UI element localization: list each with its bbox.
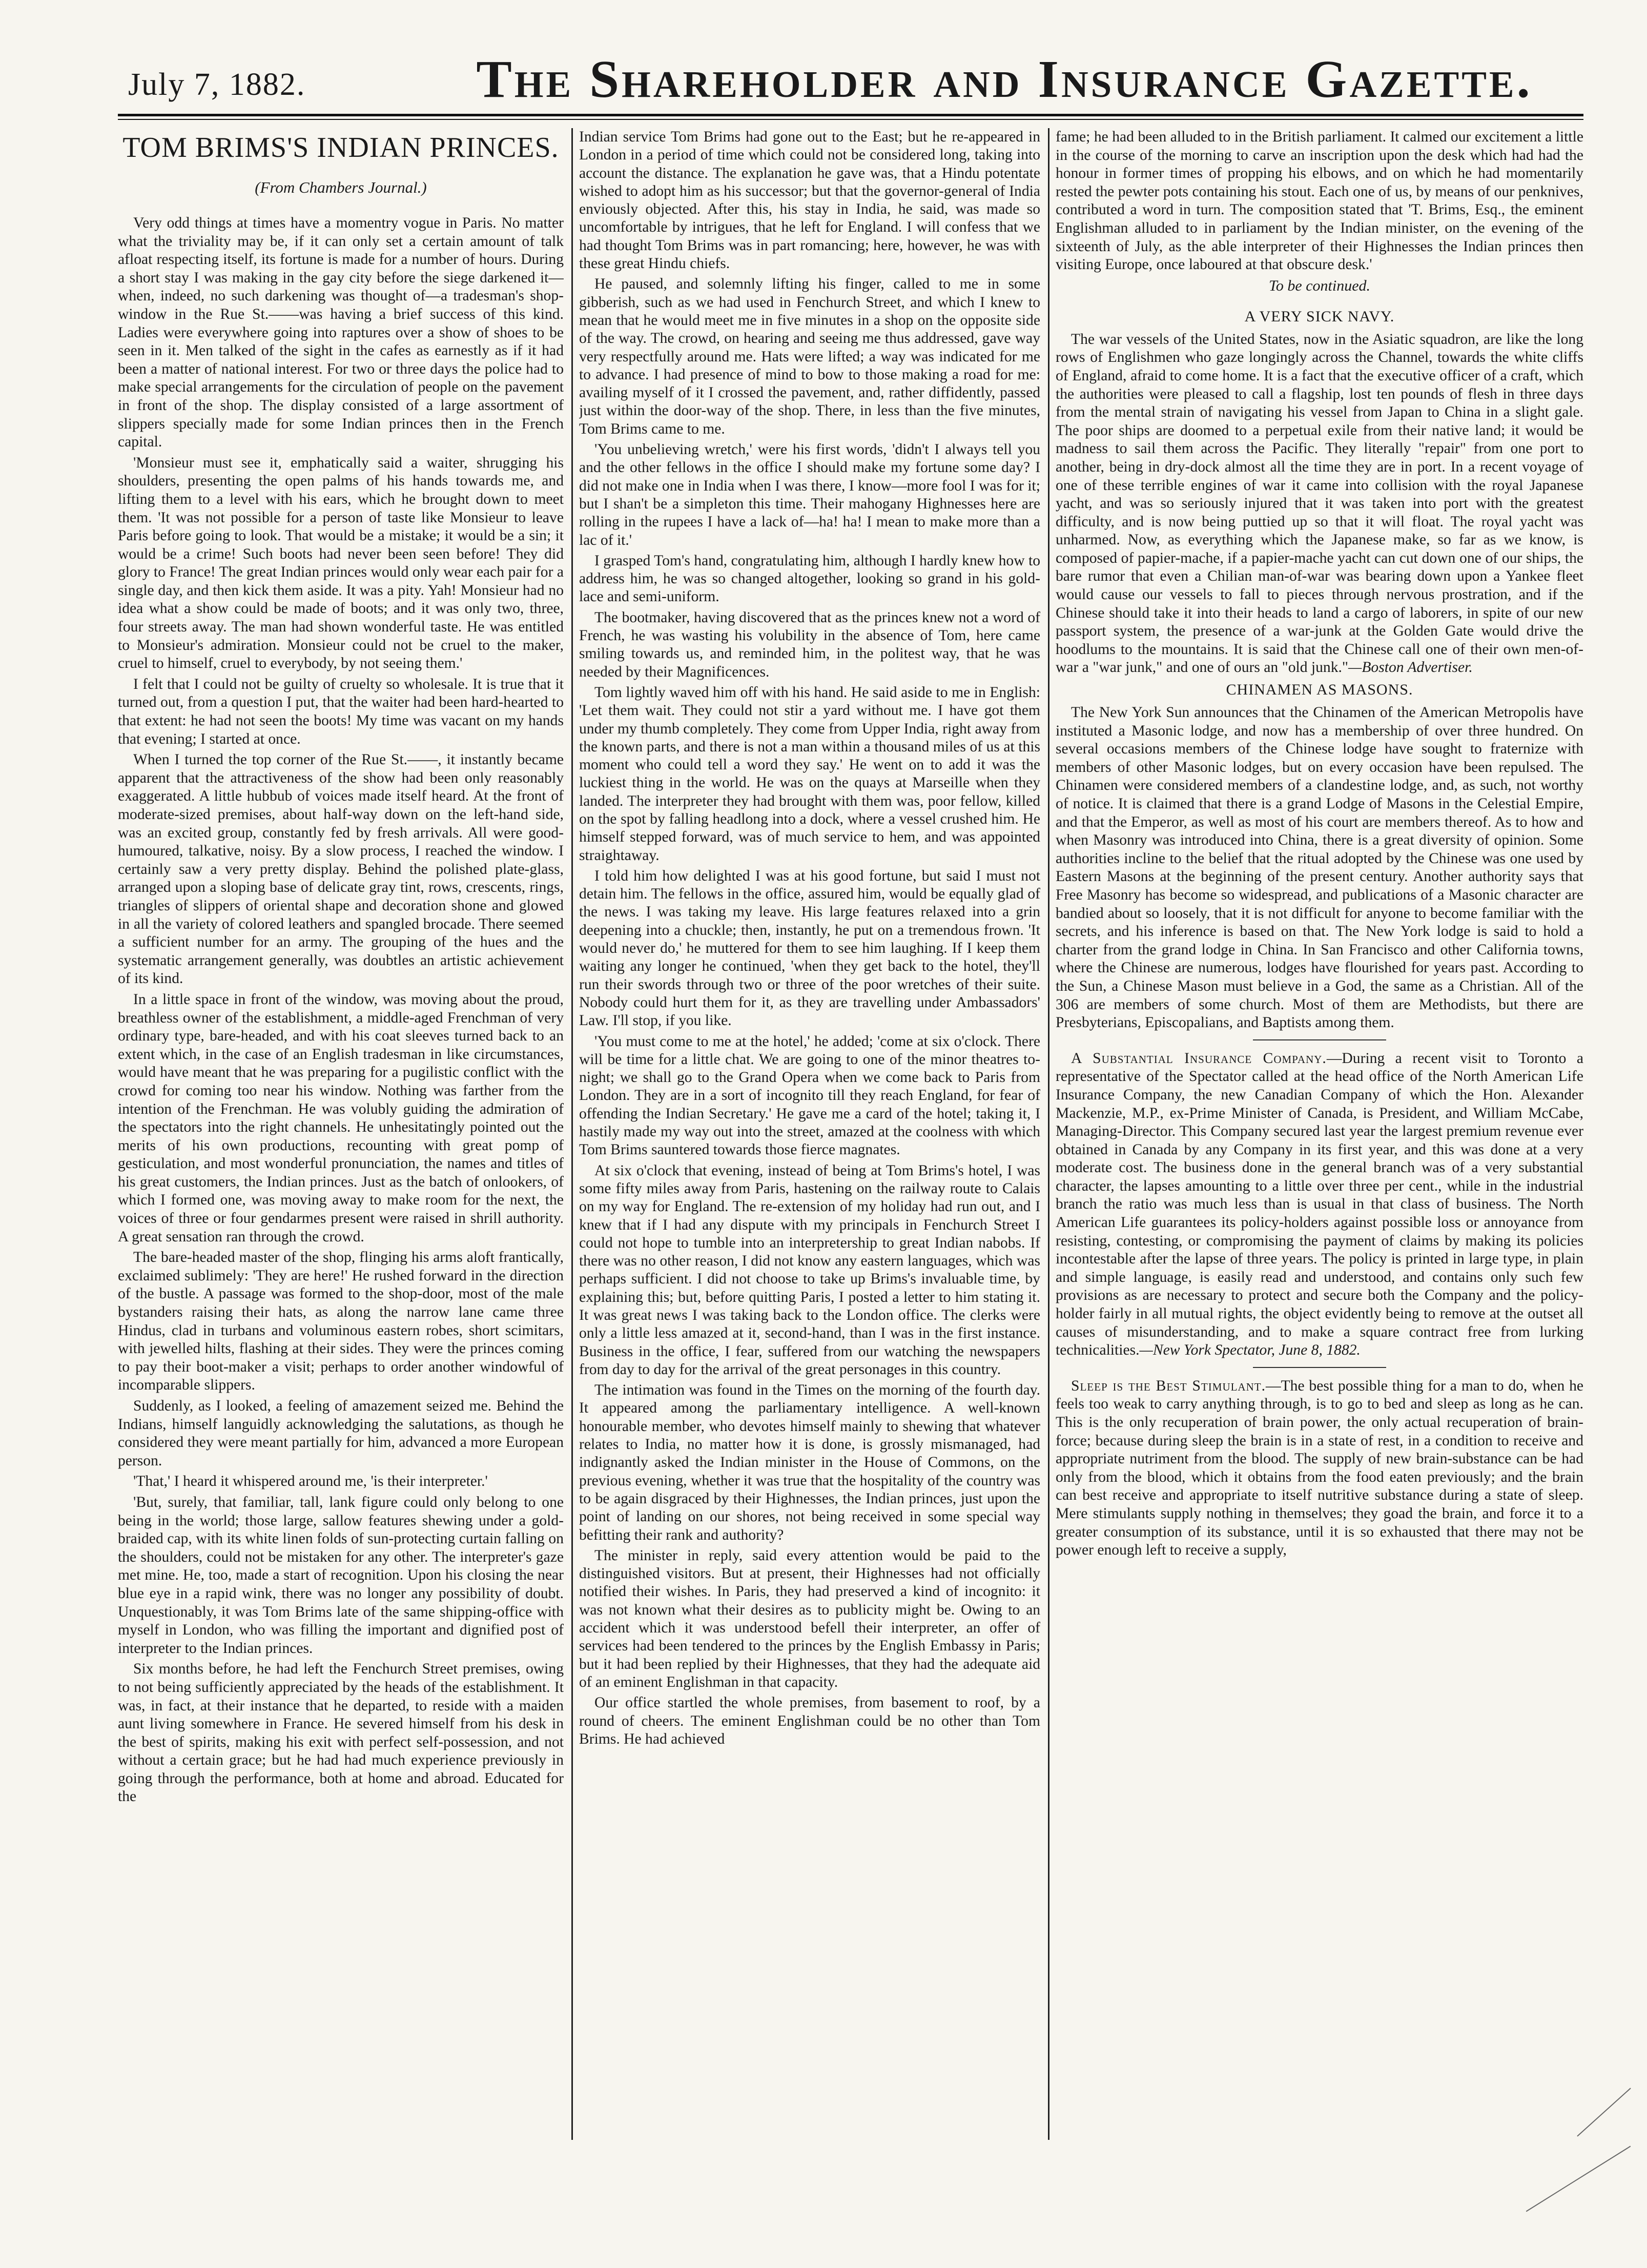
paragraph: [1056, 331, 1583, 677]
page-edge-mark: [1577, 2088, 1631, 2136]
article-body: [1056, 704, 1583, 1032]
article-body-continued: [579, 128, 1040, 1748]
masthead-rule-thin: [118, 119, 1583, 120]
column-2: [579, 128, 1040, 2140]
article-source: —Boston Advertiser.: [1348, 659, 1473, 676]
article-title: A VERY SICK NAVY.: [1244, 308, 1395, 325]
paragraph: When I turned the top corner of the Rue St.——, it instantly became apparent that the attractiveness of the show had been only reasonably exaggerated. A little hubbub of voices made itself heard. At the front of moderate-sized premises, about half-way down on the left-hand side, was an excited group, constantly fed by fresh arrivals. All were good-humoured, talkative, noisy. By a slow process, I reached the window. I certainly saw a very pretty display. Behind the polished plate-glass, arranged upon a sloping base of delicate gray tint, rows, crescents, rings, triangles of slippers of oriental shape and decoration shone and glowed in all the variety of colored leathers and spangled brocade. There seemed a sufficient number for an army. The grouping of the hues and the systematic arrangement generally, was doubtles an artistic achievement of its kind.: [118, 751, 564, 987]
paragraph: 'You unbelieving wretch,' were his first words, 'didn't I always tell you and the other fellows in the office I should make my fortune some day? I did not make one in India when I was there, I know—more fool I was for it; but I shan't be a simpleton this time. Their mahogany Highnesses here are rolling in the rupees I have a lack of—ha! ha! I mean to make more than a lac of it.': [579, 441, 1040, 548]
to-be-continued: To be continued.: [1268, 277, 1371, 294]
article-body: [1056, 1377, 1583, 1560]
paragraph: Tom lightly waved him off with his hand. He said aside to me in English: 'Let them wait. They could not stir a yard without me. I have got them under my thumb completely. They come from Upper India, right away from the known parts, and there is not a man within a thousand miles of us at this moment who could tell a word they say.' He went on to add it was the luckiest thing in the world. He was on the quays at Marseille when they landed. The interpreter they had brought with them was, poor fellow, killed on the spot by falling headlong into a dock, where a vessel crushed him. He himself stepped forward, was of much service to hem, and was appointed straightaway.: [579, 684, 1040, 864]
column-divider: [571, 128, 573, 2140]
article-body: [1056, 331, 1583, 677]
article-text: —During a recent visit to Toronto a representative of the Spectator called at the head office of the North American Life Insurance Company, the new Canadian Company of which the Hon. Alexander Mackenzie, M.P., ex-Prime Minister of Canada, is President, and William McCabe, Managing-Director. This Company secured last year the largest premium revenue ever obtained in Canada by any Company in its first year, and this was done at a very moderate cost. The business done in the general branch was of a very substantial character, the lapses amounting to a little over three per cent., while in the industrial branch the ratio was much less than is usual in that class of business. The North American Life guarantees its policy-holders against possible loss or annoyance from resisting, contesting, or compromising the payment of claims by making its policies incontestable after the lapse of three years. The policy is printed in large type, in plain and simple language, is easily read and understood, and contains only such few provisions as are necessary to protect and secure both the Company and the policy-holder fairly in all mutual rights, the object evidently being to remove at the outset all causes of misunderstanding, and to make a square contract free from lurking technicalities.: [1056, 1050, 1583, 1359]
column-3: [1056, 128, 1583, 2140]
paragraph: 'That,' I heard it whispered around me, 'is their interpreter.': [133, 1473, 488, 1490]
section-divider: [1253, 1367, 1386, 1368]
column-divider: [1048, 128, 1049, 2140]
paragraph: Very odd things at times have a momentry vogue in Paris. No matter what the triviality may be, if it can only set a certain amount of talk afloat respecting itself, its fortune is made for a number of hours. During a short stay I was making in the gay city before the siege darkened it—when, indeed, no such darkening was thought of—a tradesman's shop-window in the Rue St.——was having a brief success of this kind. Ladies were everywhere going into raptures over a show of shoes to be seen in it. Men talked of the sight in the cafes as earnestly as if it had been a matter of national interest. For two or three days the police had to make special arrangements for the circulation of people on the pavement in front of the shop. The display consisted of a large assortment of slippers specially made for some Indian princes then in the French capital.: [118, 215, 564, 451]
article-source: —New York Spectator, June 8, 1882.: [1139, 1342, 1361, 1359]
page-edge-mark: [1526, 2146, 1631, 2212]
paragraph: 'You must come to me at the hotel,' he added; 'come at six o'clock. There will be time for a little chat. We are going to one of the minor theatres to-night; we shall go to the Grand Opera when we come back to Paris from London. They are in a sort of incognito till they reach England, for fear of offending the Indian Secretary.' He gave me a card of the hotel; taking it, I hastily made my way out into the street, amazed at the coolness with which Tom Brims sauntered towards those fierce magnates.: [579, 1033, 1040, 1158]
masthead-rule: [118, 114, 1583, 116]
masthead: [118, 49, 1583, 110]
article-body: [118, 214, 564, 1806]
article-body: [1056, 1050, 1583, 1360]
paragraph: The intimation was found in the Times on the morning of the fourth day. It appeared among the parliamentary intelligence. A well-known honourable member, who devotes himself mainly to shewing that whatever relates to India, no matter how it is done, is grossly mismanaged, had indignantly asked the Indian minister in the House of Commons, on the previous evening, whether it was true that the hospitality of the country was to be again disgraced by their Highnesses, the Indian princes, just upon the point of landing on our shores, not being received in some special way befitting their rank and authority?: [579, 1382, 1040, 1543]
paragraph: [1056, 1050, 1583, 1360]
section-divider: [1253, 1039, 1386, 1040]
article-source: (From Chambers Journal.): [255, 178, 427, 196]
paragraph: At six o'clock that evening, instead of being at Tom Brims's hotel, I was some fifty miles away from Paris, hastening on the railway route to Calais on my way for England. The re-extension of my holiday had run out, and I knew that if I had any dispute with my principals in Fenchurch Street I could not hope to tumble into an interpretership to great Indian nabobs. If there was no other reason, I did not know any eastern languages, which was perhaps sufficient. I did not choose to take up Brims's invaluable time, by explaining this; but, before quitting Paris, I posted a letter to him stating it. It was great news I was taking back to the London office. The clerks were only a little less amazed at it, second-hand, than I was in the first instance. Business in the office, I fear, suffered from our watching the newspapers from day to day for the arrival of the great personages in this country.: [579, 1162, 1040, 1378]
paragraph: [1056, 1377, 1583, 1560]
issue-date: July 7, 1882.: [128, 67, 306, 102]
article-text: —The best possible thing for a man to do, when he feels too weak to carry anything through, is to go to bed and sleep as long as he can. This is the only recuperation of brain power, the only actual recuperation of brain-force; because during sleep the brain is in a state of rest, in a condition to receive and appropriate nutriment from the blood. The supply of new brain-substance can be had only from the blood, which it obtains from the food eaten previously; and the brain can best receive and appropriate to itself nutritive substance during a state of sleep. Mere stimulants supply nothing in themselves; they goad the brain, and force it to a greater consumption of its substance, until it is so exhausted that there may not be power enough left to receive a supply,: [1056, 1377, 1583, 1559]
paragraph: The New York Sun announces that the Chinamen of the American Metropolis have instituted a Masonic lodge, and now has a membership of over three hundred. On several occasions members of the Chinese lodge have sought to fraternize with members of other Masonic lodges, but on every occasion have been repulsed. The Chinamen were considered members of a clandestine lodge, and, as such, not worthy of notice. It is claimed that there is a grand Lodge of Masons in the Celestial Empire, and that the Emperor, as well as most of his court are members thereof. As to how and when Masonry was introduced into China, there is a great diversity of opinion. Some authorities incline to the belief that the ritual adopted by the Chinese was one used by Eastern Masons at the beginning of the present century. Another authority says that Free Masonry has become so widespread, and publications of a Masonic character are bandied about so loosely, that it is not difficult for anyone to become familiar with the secrets, and his inference is based on that. The New York lodge is said to hold a charter from the grand lodge in China. In San Francisco and other California towns, where the Chinese are numerous, lodges have flourished for years past. According to the Sun, a Chinese Mason must believe in a God, the same as a Christian. All of the 306 are members of some church. Most of them are Methodists, but there are Presbyterians, Episcopalians, and Baptists among them.: [1056, 704, 1583, 1031]
paragraph: The bare-headed master of the shop, flinging his arms aloft frantically, exclaimed sublimely: 'They are here!' He rushed forward in the direction of the bustle. A passage was formed to the shop-door, most of the male bystanders raising their hats, as along the narrow lane came three Hindus, clad in turbans and voluminous eastern robes, short scimitars, with jewelled hilts, flashing at their sides. They were the princes coming to pay their boot-maker a visit; perhaps to order another windowful of incomparable slippers.: [118, 1249, 564, 1394]
paragraph: I felt that I could not be guilty of cruelty so wholesale. It is true that it turned out, from a question I put, that the waiter had been hard-hearted to that extent: he had not seen the boots! My time was vacant on my hands that evening; I started at once.: [118, 676, 564, 747]
article-title: TOM BRIMS'S INDIAN PRINCES.: [122, 132, 559, 164]
article-lead: Sleep is the Best Stimulant.: [1071, 1377, 1266, 1394]
article-title: CHINAMEN AS MASONS.: [1226, 681, 1413, 699]
article-text: The war vessels of the United States, now in the Asiatic squadron, are like the long rows of Englishmen who gaze longingly across the Channel, towards the white cliffs of England, afraid to come home. It is a fact that the executive officer of a craft, which the authorities were pleased to call a flagship, lost ten pounds of flesh in three days from the mental strain of navigating his vessel from Japan to China in a slight gale. The poor ships are doomed to a perpetual exile from their native land; it would be madness to sail them across the Pacific. They literally "repair" from one port to another, being in dry-dock almost all the time they are in port. In a recent voyage of one of these terrible engines of war it came into collision with the royal Japanese yacht, and was so seriously injured that it was taken into port with the greatest difficulty, and is now being puttied up so that it will float. The royal yacht was unharmed. Now, as everything which the Japanese make, so far as we know, is composed of papier-mache, if a papier-mache yacht can cut down one of our ships, the bare rumor that even a Chilian man-of-war was bearing down upon a Yankee fleet would cause our vessels to fall to pieces through nervous prostration, and if the Chinese should take it into their heads to land a cargo of laborers, in spite of our new passport system, the presence of a war-junk at the Golden Gate would drive the hoodlums to the mountains. It is said that the Chinese call one of their own men-of-war a "war junk," and one of ours an "old junk.": [1056, 331, 1583, 676]
paragraph: He paused, and solemnly lifting his finger, called to me in some gibberish, such as we had used in Fenchurch Street, and which I knew to mean that he would meet me in five minutes in a shop on the opposite side of the way. The crowd, on hearing and seeing me thus addressed, gave way very respectfully around me. Hats were lifted; a way was indicated for me to advance. I had presence of mind to bow to those making a road for me: availing myself of it I crossed the pavement, and, rather diffidently, passed just within the door-way of the shop. There, in less than the five minutes, Tom Brims came to me.: [579, 276, 1040, 437]
paragraph: fame; he had been alluded to in the British parliament. It calmed our excitement a little in the course of the morning to carve an inscription upon the desk which had had the honour in former times of propping his elbows, and on which he had momentarily rested the pewter pots containing his stout. Each one of us, by means of our penknives, contributed a word in turn. The composition stated that 'T. Brims, Esq., the eminent Englishman alluded to in parliament by the Indian minister, on the evening of the sixteenth of July, as the able interpreter of their Highnesses the Indian princes then visiting Europe, once laboured at that obscure desk.': [1056, 129, 1583, 273]
paragraph: The minister in reply, said every attention would be paid to the distinguished visitors. But at present, their Highnesses had not officially notified their wishes. In Paris, they had preserved a kind of incognito: it was not known what their desires as to publicity might be. Owing to an accident which it was understood befell their interpreter, an offer of services had been tendered to the princes by the English Embassy in Paris; but it had been replied by their Highnesses, that they had the adequate aid of an eminent Englishman in that capacity.: [579, 1547, 1040, 1690]
paragraph: I grasped Tom's hand, congratulating him, although I hardly knew how to address him, he was so changed altogether, looking so grand in his gold-lace and semi-uniform.: [579, 552, 1040, 605]
paragraph: In a little space in front of the window, was moving about the proud, breathless owner of the establishment, a middle-aged Frenchman of very ordinary type, bare-headed, and with his coat sleeves turned back to an extent which, in the case of an English tradesman in like circumstances, would have meant that he was preparing for a pugilistic conflict with the crowd for coming too near his window. Nothing was farther from the intention of the Frenchman. He was volubly guiding the admiration of the spectators into the right channels. He unhesitatingly pointed out the merits of his own productions, recounting with great pomp of gesticulation, and most wonderful pronunciation, the names and titles of his great customers, the Indian princes. Just as the batch of onlookers, of which I formed one, was moving away to make room for the next, the voices of three or four gendarmes present were raised in shrill authority. A great sensation ran through the crowd.: [118, 991, 564, 1245]
paragraph: Our office startled the whole premises, from basement to roof, by a round of cheers. The eminent Englishman could be no other than Tom Brims. He had achieved: [579, 1694, 1040, 1747]
article-body-end: [1056, 128, 1583, 274]
newspaper-title: The Shareholder and Insurance Gazette.: [476, 50, 1533, 109]
paragraph: I told him how delighted I was at his good fortune, but said I must not detain him. The fellows in the office, assured him, would be equally glad of the news. I was taking my leave. His large features relaxed into a grin deepening into a chuckle; then, instantly, he put on a tremendous frown. 'It would never do,' he muttered for them to see him laughing. If I keep them waiting any longer he continued, 'when they get back to the hotel, they'll run their swords through two or three of the poor wretches of their suite. Nobody could hurt them for it, as they are travelling under Ambassadors' Law. I'll stop, if you like.: [579, 867, 1040, 1029]
column-1: [118, 128, 564, 2140]
article-lead: A Substantial Insurance Company.: [1071, 1050, 1327, 1067]
paragraph: The bootmaker, having discovered that as the princes knew not a word of French, he was wasting his volubility in the absence of Tom, here came smiling towards us, and reminded him, in the politest way, that he was needed by their Magnificences.: [579, 609, 1040, 680]
paragraph: 'But, surely, that familiar, tall, lank figure could only belong to one being in the world; those large, sallow features shewing under a gold-braided cap, with its white linen folds of sun-protecting curtain falling on the shoulders, could not be mistaken for any other. The interpreter's gaze met mine. He, too, made a start of recognition. Upon his closing the near blue eye in a rapid wink, there was no longer any possibility of doubt. Unquestionably, it was Tom Brims late of the same shipping-office with myself in London, who was filling the important and dignified post of interpreter to the Indian princes.: [118, 1494, 564, 1657]
paragraph: Six months before, he had left the Fenchurch Street premises, owing to not being sufficiently appreciated by the heads of the establishment. It was, in fact, at their instance that he departed, to reside with a maiden aunt living somewhere in France. He severed himself from his desk in the best of spirits, making his exit with perfect self-possession, and not without a certain grace; but he had had much experience previously in going through the performance, both at home and abroad. Educated for the: [118, 1661, 564, 1805]
paragraph: Suddenly, as I looked, a feeling of amazement seized me. Behind the Indians, himself languidly acknowledging the salutations, as though he considered they were meant partially for him, advanced a more European person.: [118, 1398, 564, 1469]
paragraph: 'Monsieur must see it, emphatically said a waiter, shrugging his shoulders, presenting the open palms of his hands towards me, and lifting them to a level with his ears, which he brought down to meet them. 'It was not possible for a person of taste like Monsieur to leave Paris before going to look. That would be a mistake; it would be a sin; it would be a crime! Such boots had never been seen before! They did glory to France! The great Indian princes would only wear each pair for a single day, and then kick them aside. It was a pity. Yah! Monsieur had no idea what a show could be made of boots; and it was only two, three, four streets away. The man had shown wonderful taste. He was entitled to Monsieur's admiration. Monsieur could not be cruel to the maker, cruel to himself, cruel to everybody, by not seeing them.': [118, 454, 564, 672]
paragraph: Indian service Tom Brims had gone out to the East; but he re-appeared in London in a period of time which could not be considered long, taking into account the distance. The explanation he gave was, that a Hindu potentate wished to adopt him as his successor; but that the governor-general of India enviously objected. After this, his stay in India, he said, was made so uncomfortable by intrigues, that he left for England. I will confess that we had thought Tom Brims was in part romancing; here, however, he was with these great Hindu chiefs.: [579, 129, 1040, 272]
